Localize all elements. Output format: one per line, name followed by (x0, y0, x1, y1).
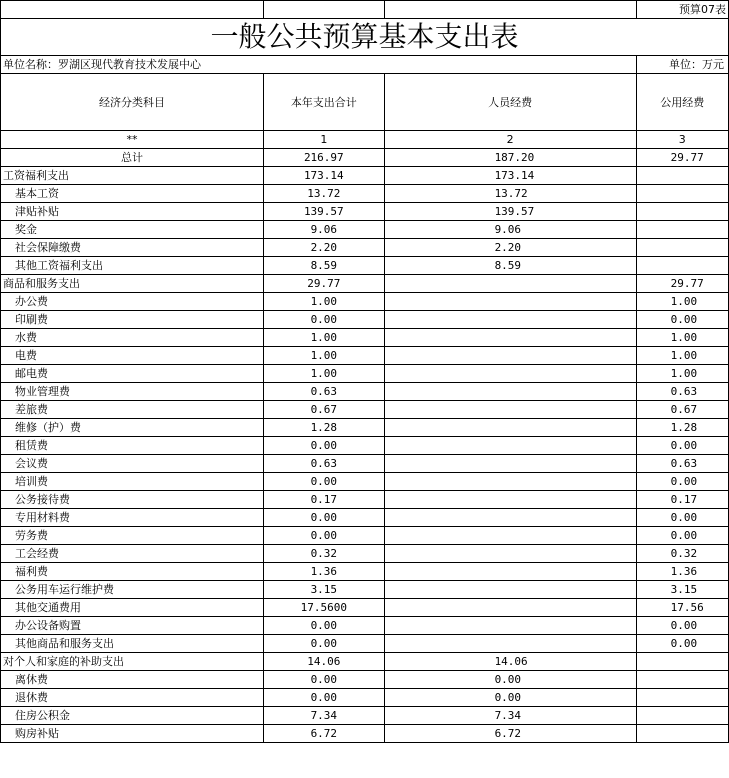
unit-row (1, 56, 729, 74)
row-personnel: 8.59 (384, 257, 636, 275)
table-row (1, 725, 729, 743)
row-label: 维修（护）费 (1, 419, 264, 437)
row-total: 0.00 (264, 509, 384, 527)
row-total: 0.32 (264, 545, 384, 563)
table-row (1, 545, 729, 563)
row-public (636, 221, 728, 239)
row-public: 0.00 (636, 509, 728, 527)
table-row (1, 221, 729, 239)
row-label: 奖金 (1, 221, 264, 239)
row-label: 电费 (1, 347, 264, 365)
row-label: 劳务费 (1, 527, 264, 545)
row-public: 1.00 (636, 365, 728, 383)
table-row (1, 329, 729, 347)
row-label: 工会经费 (1, 545, 264, 563)
row-total: 29.77 (264, 275, 384, 293)
row-label: 工资福利支出 (1, 167, 264, 185)
row-label: 租赁费 (1, 437, 264, 455)
header-cell: 公用经费 (636, 74, 728, 131)
total-public: 29.77 (636, 149, 728, 167)
row-total: 6.72 (264, 725, 384, 743)
table-row (1, 239, 729, 257)
row-label: 其他商品和服务支出 (1, 635, 264, 653)
header-row (1, 74, 729, 131)
row-total: 1.00 (264, 293, 384, 311)
table-row (1, 491, 729, 509)
row-personnel (384, 365, 636, 383)
table-row (1, 401, 729, 419)
row-public (636, 239, 728, 257)
row-public: 0.63 (636, 455, 728, 473)
header-cell: 人员经费 (384, 74, 636, 131)
row-public (636, 707, 728, 725)
row-total: 14.06 (264, 653, 384, 671)
row-label: 印刷费 (1, 311, 264, 329)
row-personnel: 7.34 (384, 707, 636, 725)
table-row (1, 383, 729, 401)
row-label: 邮电费 (1, 365, 264, 383)
row-public: 1.36 (636, 563, 728, 581)
row-public: 29.77 (636, 275, 728, 293)
row-personnel: 6.72 (384, 725, 636, 743)
table-row (1, 509, 729, 527)
row-public: 0.00 (636, 527, 728, 545)
row-public: 0.00 (636, 617, 728, 635)
row-label: 办公设备购置 (1, 617, 264, 635)
row-total: 3.15 (264, 581, 384, 599)
row-public: 0.00 (636, 437, 728, 455)
row-personnel (384, 527, 636, 545)
row-public: 1.00 (636, 293, 728, 311)
row-public: 1.00 (636, 329, 728, 347)
row-personnel (384, 419, 636, 437)
row-personnel (384, 491, 636, 509)
table-row (1, 473, 729, 491)
row-public: 0.00 (636, 311, 728, 329)
index-row (1, 131, 729, 149)
row-public (636, 725, 728, 743)
header-cell: 本年支出合计 (264, 74, 384, 131)
row-total: 9.06 (264, 221, 384, 239)
unit-label: 单位：万元 (636, 56, 728, 74)
row-total: 8.59 (264, 257, 384, 275)
row-total: 13.72 (264, 185, 384, 203)
row-personnel (384, 509, 636, 527)
table-row (1, 293, 729, 311)
unit-name: 单位名称：罗湖区现代教育技术发展中心 (1, 56, 637, 74)
row-personnel (384, 275, 636, 293)
row-public (636, 167, 728, 185)
row-label: 离休费 (1, 671, 264, 689)
row-public (636, 257, 728, 275)
row-label: 退休费 (1, 689, 264, 707)
index-cell: 2 (384, 131, 636, 149)
row-personnel (384, 563, 636, 581)
row-personnel: 14.06 (384, 653, 636, 671)
row-public: 3.15 (636, 581, 728, 599)
table-row (1, 635, 729, 653)
table-row (1, 455, 729, 473)
row-personnel: 2.20 (384, 239, 636, 257)
table-row (1, 653, 729, 671)
row-public: 17.56 (636, 599, 728, 617)
row-public (636, 185, 728, 203)
table-row (1, 185, 729, 203)
row-total: 0.00 (264, 437, 384, 455)
row-personnel (384, 545, 636, 563)
row-total: 0.00 (264, 635, 384, 653)
row-personnel: 173.14 (384, 167, 636, 185)
row-total: 0.63 (264, 383, 384, 401)
row-public: 0.17 (636, 491, 728, 509)
total-label: 总计 (1, 149, 264, 167)
row-public: 1.00 (636, 347, 728, 365)
row-personnel: 0.00 (384, 671, 636, 689)
row-personnel: 13.72 (384, 185, 636, 203)
total-personnel: 187.20 (384, 149, 636, 167)
row-label: 福利费 (1, 563, 264, 581)
row-public: 0.32 (636, 545, 728, 563)
table-row (1, 419, 729, 437)
row-label: 津贴补贴 (1, 203, 264, 221)
row-total: 7.34 (264, 707, 384, 725)
row-label: 办公费 (1, 293, 264, 311)
table-row (1, 257, 729, 275)
row-label: 培训费 (1, 473, 264, 491)
row-public (636, 653, 728, 671)
row-label: 其他交通费用 (1, 599, 264, 617)
row-total: 173.14 (264, 167, 384, 185)
row-personnel (384, 437, 636, 455)
row-total: 2.20 (264, 239, 384, 257)
row-total: 0.00 (264, 473, 384, 491)
row-personnel (384, 581, 636, 599)
row-public (636, 203, 728, 221)
row-label: 公务接待费 (1, 491, 264, 509)
table-row (1, 167, 729, 185)
row-label: 商品和服务支出 (1, 275, 264, 293)
row-personnel (384, 329, 636, 347)
page-title: 一般公共预算基本支出表 (1, 19, 729, 56)
row-personnel (384, 347, 636, 365)
row-personnel (384, 473, 636, 491)
row-public: 0.00 (636, 473, 728, 491)
total-amount: 216.97 (264, 149, 384, 167)
row-total: 0.00 (264, 617, 384, 635)
row-total: 1.28 (264, 419, 384, 437)
row-label: 其他工资福利支出 (1, 257, 264, 275)
table-row (1, 527, 729, 545)
index-cell: ** (1, 131, 264, 149)
row-public: 0.67 (636, 401, 728, 419)
row-total: 0.00 (264, 527, 384, 545)
row-total: 0.63 (264, 455, 384, 473)
table-row (1, 563, 729, 581)
row-label: 差旅费 (1, 401, 264, 419)
row-total: 1.00 (264, 365, 384, 383)
row-personnel (384, 455, 636, 473)
row-label: 物业管理费 (1, 383, 264, 401)
row-personnel (384, 293, 636, 311)
row-label: 住房公积金 (1, 707, 264, 725)
row-personnel: 9.06 (384, 221, 636, 239)
row-label: 水费 (1, 329, 264, 347)
row-total: 0.17 (264, 491, 384, 509)
row-personnel: 139.57 (384, 203, 636, 221)
index-cell: 3 (636, 131, 728, 149)
row-public (636, 671, 728, 689)
row-label: 专用材料费 (1, 509, 264, 527)
row-public: 0.63 (636, 383, 728, 401)
table-row (1, 347, 729, 365)
row-total: 139.57 (264, 203, 384, 221)
row-label: 对个人和家庭的补助支出 (1, 653, 264, 671)
row-total: 0.67 (264, 401, 384, 419)
row-total: 1.00 (264, 347, 384, 365)
row-personnel (384, 383, 636, 401)
row-public: 1.28 (636, 419, 728, 437)
table-row (1, 203, 729, 221)
row-total: 1.00 (264, 329, 384, 347)
row-personnel (384, 617, 636, 635)
row-label: 社会保障缴费 (1, 239, 264, 257)
row-label: 购房补贴 (1, 725, 264, 743)
row-label: 会议费 (1, 455, 264, 473)
table-row (1, 275, 729, 293)
row-total: 1.36 (264, 563, 384, 581)
table-row (1, 671, 729, 689)
total-row (1, 149, 729, 167)
table-row (1, 581, 729, 599)
table-row (1, 365, 729, 383)
row-public: 0.00 (636, 635, 728, 653)
row-label: 公务用车运行维护费 (1, 581, 264, 599)
row-total: 17.5600 (264, 599, 384, 617)
row-total: 0.00 (264, 689, 384, 707)
title-row (1, 19, 729, 56)
row-personnel (384, 311, 636, 329)
row-public (636, 689, 728, 707)
row-personnel: 0.00 (384, 689, 636, 707)
row-total: 0.00 (264, 671, 384, 689)
row-personnel (384, 401, 636, 419)
row-label: 基本工资 (1, 185, 264, 203)
row-personnel (384, 599, 636, 617)
table-row (1, 617, 729, 635)
table-row (1, 311, 729, 329)
form-code-row (1, 1, 729, 19)
form-code: 预算07表 (636, 1, 728, 19)
table-row (1, 599, 729, 617)
table-row (1, 437, 729, 455)
header-cell: 经济分类科目 (1, 74, 264, 131)
index-cell: 1 (264, 131, 384, 149)
table-row (1, 689, 729, 707)
row-total: 0.00 (264, 311, 384, 329)
table-row (1, 707, 729, 725)
row-personnel (384, 635, 636, 653)
